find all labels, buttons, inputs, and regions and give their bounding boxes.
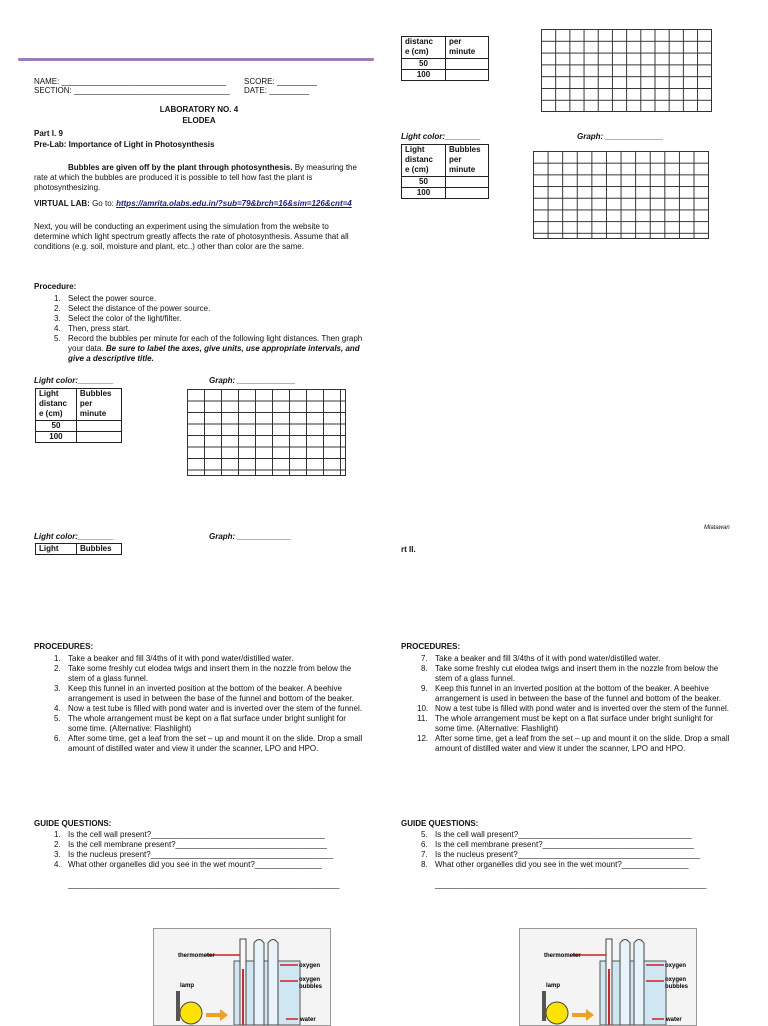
table-header-bubbles: per minute [446,37,489,59]
list-item: 5. Record the bubbles per minute for each of the following light distances. Then graph your data. Be sure to label the axes, give units, use appropriate intervals, and give a descriptive title. [54,334,363,363]
procedure-list [34,294,364,364]
author-mark: Mlatawan [704,525,730,531]
procedures-heading-left: PROCEDURES: [34,642,94,651]
list-item: 4. Now a test tube is filled with pond water and is inverted over the stem of the funnel. [54,704,362,713]
table-cell-input[interactable] [446,59,489,70]
table-cell-input[interactable] [76,432,121,443]
list-item: 2. Is the cell membrane present?__________________________________ [54,840,327,849]
intro-paragraph [34,163,364,193]
list-item: 11. The whole arrangement must be kept on a flat surface under bright sunlight for some time. (Alternative: Flashlight) [417,714,713,733]
table-header-distance: Light distanc e (cm) [36,389,77,421]
guide-heading-right: GUIDE QUESTIONS: [401,819,479,828]
lab-title: LABORATORY NO. 4 [159,105,239,114]
label-bubbles: bubbles [299,984,323,990]
data-table-2 [401,144,489,199]
procedure-heading: Procedure: [34,282,77,291]
list-item: 2. Take some freshly cut elodea twigs and insert them in the nozzle from below the stem of a glass funnel. [54,664,352,683]
table-header-bubbles: Bubbles per minute [446,145,489,177]
goto-label: Go to: [92,199,117,208]
data-table-1 [35,388,122,443]
table-header-bubbles: Bubbles [77,544,122,555]
table-cell-input[interactable] [76,421,121,432]
data-table-top [401,36,489,81]
virtual-lab-line [34,199,352,209]
table-row: 50 [36,421,77,432]
list-item: 1. Is the cell wall present?_______________________________________ [54,830,325,839]
procedures-heading-right: PROCEDURES: [401,642,461,651]
list-item: 5. Is the cell wall present?_______________________________________ [421,830,692,839]
list-item: 1. Take a beaker and fill 3/4ths of it with pond water/distilled water. [54,654,294,663]
light-color-label: Light color:________ [34,376,114,385]
procedures-list-left [34,654,364,754]
intro-bold: Bubbles are given off by the plant through photosynthesis. [68,163,293,172]
graph-label-2: Graph: ____________ [209,532,291,541]
label-lamp: lamp [180,983,195,989]
list-item: 9. Keep this funnel in an inverted position at the bottom of the beaker. A beehive arrangement is used in between the base of the funnel and bottom of the beaker. [421,684,721,703]
list-item: 1. Select the power source. [54,294,157,303]
list-item: 7. Take a beaker and fill 3/4ths of it with pond water/distilled water. [421,654,661,663]
label-thermometer: thermometer [544,953,581,959]
list-item: 12. After some time, get a leaf from the set – up and mount it on the slide. Drop a small amount of distilled water and view it under the scanner, LPO and HPO. [417,734,730,753]
intro-rest: By measuring the rate at which the bubbles are produced it is possible to tell how fast the plant is photosynthesizing. [34,163,357,192]
list-item: 8. Take some freshly cut elodea twigs and insert them in the nozzle from below the stem of a glass funnel. [421,664,719,683]
graph-grid-top[interactable] [541,29,712,112]
apparatus-figure-left [153,928,331,1026]
table-header-bubbles: Bubbles per minute [76,389,121,421]
label-thermometer: thermometer [178,953,215,959]
answer-line-left[interactable]: _____________________________________________________________ [68,880,340,889]
label-lamp: lamp [546,983,561,989]
virtual-lab-link[interactable]: https://amrita.olabs.edu.in/?sub=79&brch=16&sim=126&cnt=4 [116,199,352,208]
label-oxygen: oxygen [299,963,321,969]
table-row: 100 [36,432,77,443]
section-field: SECTION: ___________________________________ [34,86,230,95]
table-cell-input[interactable] [446,188,489,199]
next-paragraph: Next, you will be conducting an experiment using the simulation from the website to determine which light spectrum greatly affects the rate of photosynthesis. Assume that all conditions (e.g. soil, moisture and plant, etc..) other than color are the same. [34,222,349,251]
score-field: SCORE: _________ [244,77,317,86]
graph-grid-2[interactable] [533,151,709,239]
graph-label-right: Graph: _____________ [577,132,664,141]
header-divider [18,58,374,61]
label-water: water [666,1017,682,1023]
graph-grid-1[interactable] [187,389,346,476]
prelab-heading: Pre-Lab: Importance of Light in Photosynthesis [34,140,215,149]
procedures-list-right [401,654,731,754]
table-row: 100 [402,188,446,199]
name-field: NAME: _____________________________________ [34,77,227,86]
light-color-label-2: Light color:________ [34,532,114,541]
graph-label: Graph: _____________ [209,376,296,385]
apparatus-diagram [520,929,696,1025]
light-color-label-right: Light color:________ [401,132,481,141]
list-item: 6. Is the cell membrane present?__________________________________ [421,840,694,849]
list-item: 3. Select the color of the light/filter. [54,314,182,323]
list-item: 3. Keep this funnel in an inverted position at the bottom of the beaker. A beehive arrangement is used in between the base of the funnel and bottom of the beaker. [54,684,354,703]
date-field: DATE: _________ [244,86,310,95]
table-row: 50 [402,177,446,188]
table-header-light: Light [36,544,77,555]
apparatus-diagram [154,929,330,1025]
list-item: 3. Is the nucleus present?_________________________________________ [54,850,334,859]
part-two-heading: rt II. [401,545,416,554]
table-row: 50 [402,59,446,70]
part-heading: Part I. 9 [34,129,63,138]
label-oxygen: oxygen [665,963,687,969]
table-row: 100 [402,70,446,81]
guide-heading-left: GUIDE QUESTIONS: [34,819,112,828]
list-item: 4. What other organelles did you see in the wet mount?_______________ [54,860,322,869]
list-item: 4. Then, press start. [54,324,131,333]
apparatus-figure-right [519,928,697,1026]
label-oxygen-bubbles: oxygen [665,977,687,983]
guide-list-right [401,830,731,870]
table-header-distance: Light distanc e (cm) [402,145,446,177]
list-item: 6. After some time, get a leaf from the set – up and mount it on the slide. Drop a small amount of distilled water and view it under the scanner, LPO and HPO. [54,734,363,753]
table-cell-input[interactable] [446,177,489,188]
list-item: 5. The whole arrangement must be kept on a flat surface under bright sunlight for some time. (Alternative: Flashlight) [54,714,346,733]
label-bubbles: bubbles [665,984,689,990]
virtual-lab-label: VIRTUAL LAB: [34,199,93,208]
list-item: 2. Select the distance of the power source. [54,304,211,313]
data-table-3 [35,543,122,555]
guide-list-left [34,830,364,870]
label-water: water [300,1017,316,1023]
label-oxygen-bubbles: oxygen [299,977,321,983]
list-item: 7. Is the nucleus present?_________________________________________ [421,850,701,859]
list-item: 10. Now a test tube is filled with pond water and is inverted over the stem of the funnel. [417,704,729,713]
table-header-distance: distanc e (cm) [402,37,446,59]
answer-line-right[interactable]: _____________________________________________________________ [435,880,707,889]
list-item: 8. What other organelles did you see in the wet mount?_______________ [421,860,689,869]
table-cell-input[interactable] [446,70,489,81]
lab-subject: ELODEA [182,116,216,125]
